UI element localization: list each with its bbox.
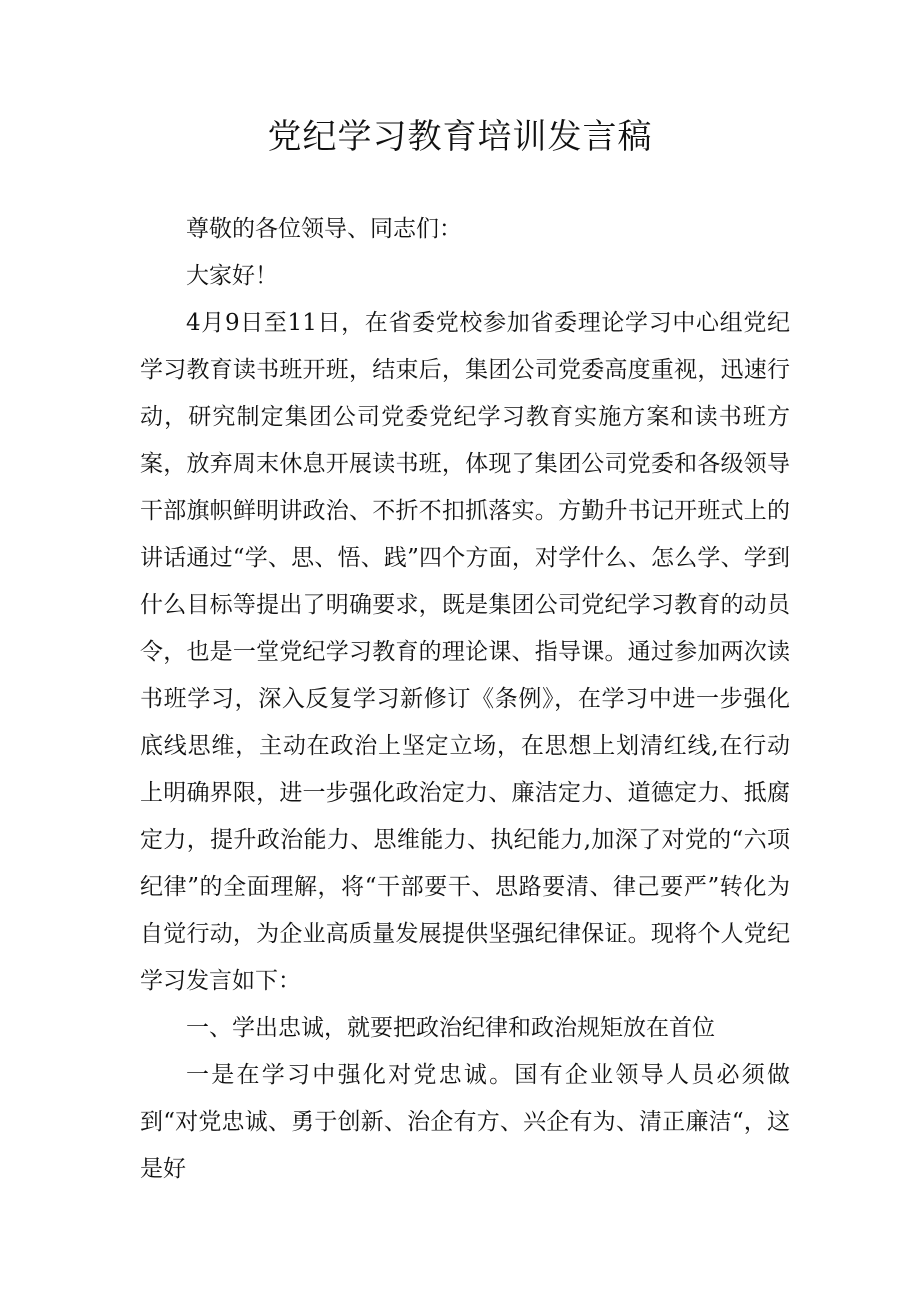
section-heading-1: 一、学出忠诚，就要把政治纪律和政治规矩放在首位	[186, 1015, 715, 1041]
point-1-paragraph: 一是在学习中强化对党忠诚。国有企业领导人员必须做到“对党忠诚、勇于创新、治企有方、兴企有为、清正廉洁“，这是好	[140, 1062, 790, 1182]
intro-paragraph: 4月9日至11日，在省委党校参加省委理论学习中心组党纪学习教育读书班开班，结束后，集团公司党委高度重视，迅速行动，研究制定集团公司党委党纪学习教育实施方案和读书班方案，放弃周末休息开展读书班，体现了集团公司党委和各级领导干部旗帜鲜明讲政治、不折不扣抓落实。方勤升书记开班式上的讲话通过“学、思、悟、践”四个方面，对学什么、怎么学、学到什么目标等提出了明确要求，既是集团公司党纪学习教育的动员令，也是一堂党纪学习教育的理论课、指导课。通过参加两次读书班学习，深入反复学习新修订《条例》，在学习中进一步强化底线思维，主动在政治上坚定立场，在思想上划清红线,在行动上明确界限，进一步强化政治定力、廉洁定力、道德定力、抵腐定力，提升政治能力、思维能力、执纪能力,加深了对党的“六项纪律”的全面理解，将“干部要干、思路要清、律己要严”转化为自觉行动，为企业高质量发展提供坚强纪律保证。现将个人党纪学习发言如下：	[140, 310, 790, 994]
document-body	[140, 206, 790, 1182]
greeting: 大家好！	[186, 263, 278, 289]
salutation: 尊敬的各位领导、同志们：	[186, 216, 462, 242]
document-title: 党纪学习教育培训发言稿	[267, 117, 653, 157]
